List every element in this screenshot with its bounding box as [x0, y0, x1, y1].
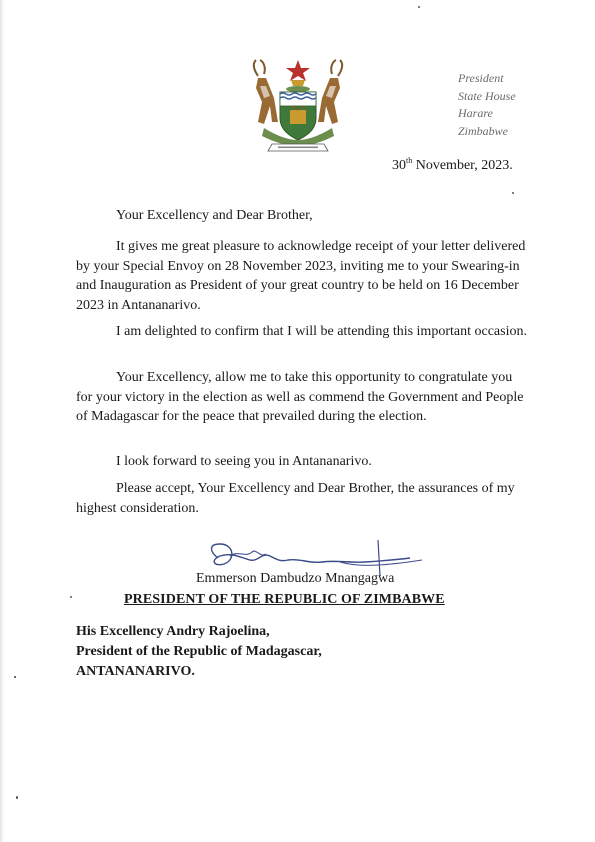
body-paragraph — [76, 237, 528, 315]
recipient-line: His Excellency Andry Rajoelina, — [76, 624, 270, 639]
address-line: Zimbabwe — [458, 123, 509, 138]
scan-speck — [14, 676, 16, 678]
recipient-line: President of the Republic of Madagascar, — [76, 644, 322, 659]
scan-speck — [16, 796, 18, 799]
body-paragraph — [76, 452, 528, 472]
body-paragraph — [76, 368, 528, 427]
recipient-block — [76, 622, 322, 682]
paragraph-text: Your Excellency, allow me to take this opportunity to congratulate you for your victory in the election as well as commend the Government and People of Madagascar for the peace that prevailed during the election. — [76, 370, 524, 424]
date-month-year: November, 2023. — [412, 158, 513, 173]
letter-date — [392, 156, 513, 174]
body-paragraph — [76, 322, 528, 342]
scan-edge — [0, 0, 4, 842]
paragraph-text: Please accept, Your Excellency and Dear Brother, the assurances of my highest consideration. — [76, 481, 515, 516]
date-day: 30 — [392, 158, 406, 173]
signatory-name: Emmerson Dambudzo Mnangagwa — [196, 571, 395, 586]
salutation: Your Excellency and Dear Brother, — [116, 208, 313, 223]
letterhead-address — [458, 70, 568, 140]
signatory-title: PRESIDENT OF THE REPUBLIC OF ZIMBABWE — [124, 592, 445, 607]
address-line: Harare — [458, 106, 493, 120]
coat-of-arms-icon — [244, 58, 352, 154]
date-day-suffix: th — [406, 156, 413, 165]
recipient-line: ANTANANARIVO. — [76, 664, 195, 679]
scan-speck — [418, 6, 420, 8]
scan-speck — [70, 596, 72, 598]
paragraph-text: I am delighted to confirm that I will be attending this important occasion. — [116, 324, 527, 339]
paragraph-text: It gives me great pleasure to acknowledge receipt of your letter delivered by your Special Envoy on 28 November 2023, inviting me to your Swearing-in and Inauguration as President of your great country to be held on 16 December 2023 in Antananarivo. — [76, 239, 526, 313]
body-paragraph — [76, 479, 528, 518]
address-line: State House — [458, 88, 516, 103]
scan-speck — [512, 192, 514, 194]
address-line: President — [458, 71, 504, 85]
paragraph-text: I look forward to seeing you in Antananarivo. — [116, 454, 372, 469]
